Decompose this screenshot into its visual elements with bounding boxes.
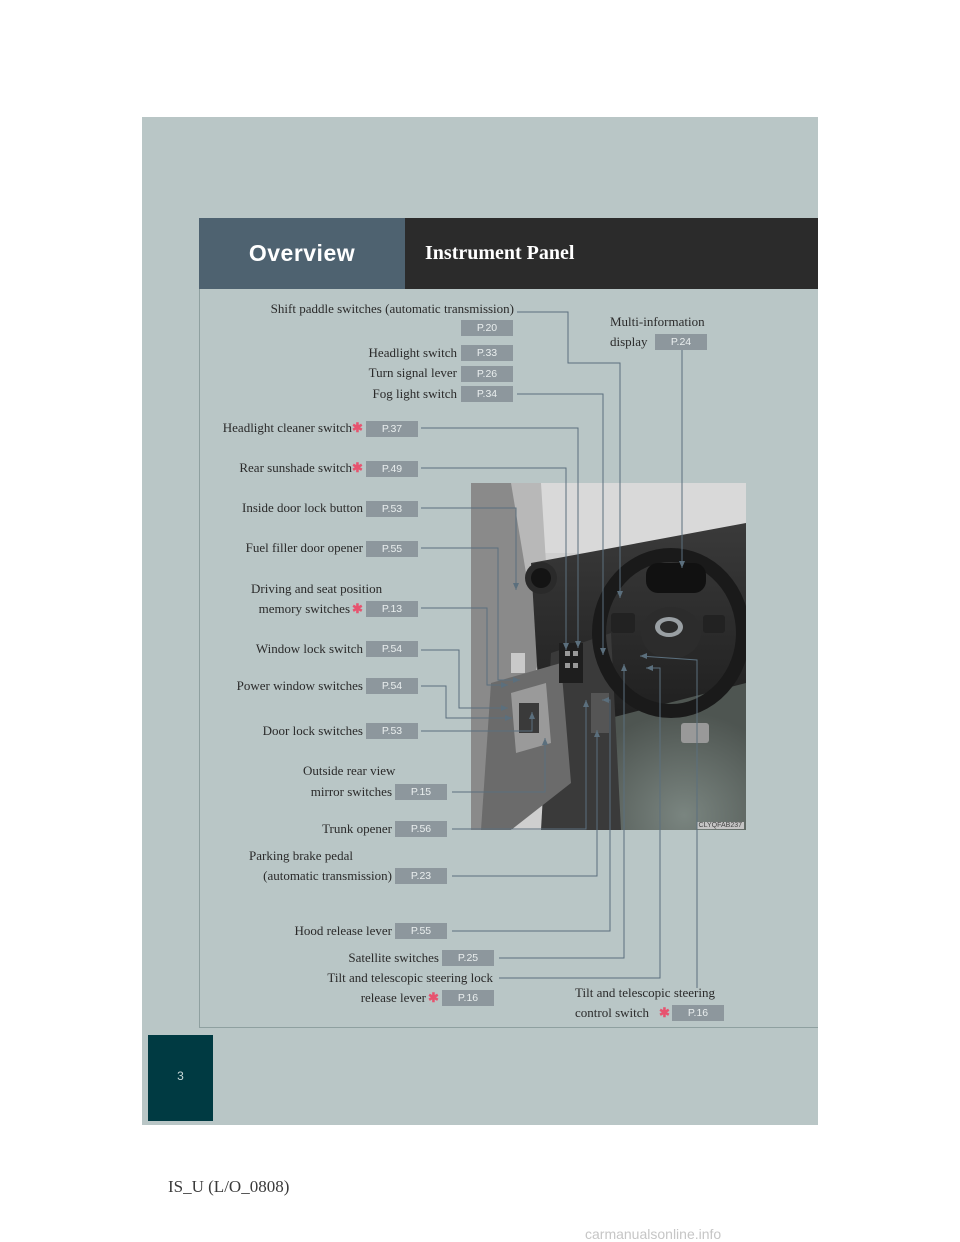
label-headlight-cleaner: Headlight cleaner switch [222,420,352,435]
label-tilt-control: Tilt and telescopic steering [575,985,715,1000]
label-hood-release: Hood release lever [294,923,392,938]
label-automatic-transmission: (automatic transmission) [263,868,392,883]
label-door-lock: Door lock switches [262,723,363,738]
label-power-window: Power window switches [236,678,363,693]
option-star-icon: ✱ [352,601,363,616]
section-title: Overview [248,240,356,266]
page-number: 3 [177,1069,184,1083]
page-title: Instrument Panel [425,242,575,264]
label-turn-signal: Turn signal lever [368,365,457,380]
page-ref-mirror-switches: P.15 [395,784,447,800]
page-ref-trunk-opener: P.56 [395,821,447,837]
page-ref-control-switch: P.16 [672,1005,724,1021]
page-ref-fog-light: P.34 [461,386,513,402]
label-inside-door-lock: Inside door lock button [242,500,363,515]
label-memory-switches: memory switches [258,601,350,616]
page-ref-inside-door-lock: P.53 [366,501,418,517]
label-driving-seat: Driving and seat position [251,581,383,596]
option-star-icon: ✱ [659,1005,670,1020]
page-ref-release-lever: P.16 [442,990,494,1006]
label-control-switch: control switch [575,1005,650,1020]
option-star-icon: ✱ [352,460,363,475]
label-fog-light: Fog light switch [372,386,457,401]
label-trunk-opener: Trunk opener [322,821,392,836]
page-ref-satellite: P.25 [442,950,494,966]
label-window-lock: Window lock switch [255,641,363,656]
page-ref-window-lock: P.54 [366,641,418,657]
page-ref-rear-sunshade: P.49 [366,461,418,477]
page-number-box [148,1035,213,1121]
page-ref-fuel-filler: P.55 [366,541,418,557]
page-ref-hood-release: P.55 [395,923,447,939]
label-release-lever: release lever [360,990,426,1005]
page-ref-memory-switches: P.13 [366,601,418,617]
photo-code: CLYQFAB237 [698,822,742,829]
page-ref-turn-signal: P.26 [461,366,513,382]
label-shift-paddle: Shift paddle switches (automatic transmission) [270,301,514,316]
page-ref-door-lock: P.53 [366,723,418,739]
label-parking-brake: Parking brake pedal [249,848,353,863]
label-multi-info: Multi-information [610,314,705,329]
option-star-icon: ✱ [428,990,439,1005]
label-rear-sunshade: Rear sunshade switch [239,460,352,475]
label-mirror-switches: mirror switches [310,784,392,799]
page-ref-multi-info: P.24 [655,334,707,350]
label-fuel-filler: Fuel filler door opener [245,540,363,555]
label-outside-mirror: Outside rear view [303,763,396,778]
page-ref-headlight-cleaner: P.37 [366,421,418,437]
label-satellite: Satellite switches [348,950,439,965]
watermark: carmanualsonline.info [585,1226,722,1242]
label-multi-info-display: display [610,334,648,349]
footer-code: IS_U (L/O_0808) [168,1177,290,1196]
label-tilt-lock: Tilt and telescopic steering lock [327,970,493,985]
page-ref-power-window: P.54 [366,678,418,694]
page-ref-parking-brake: P.23 [395,868,447,884]
label-headlight-switch: Headlight switch [368,345,457,360]
option-star-icon: ✱ [352,420,363,435]
page-ref-shift-paddle: P.20 [461,320,513,336]
page-ref-headlight-switch: P.33 [461,345,513,361]
